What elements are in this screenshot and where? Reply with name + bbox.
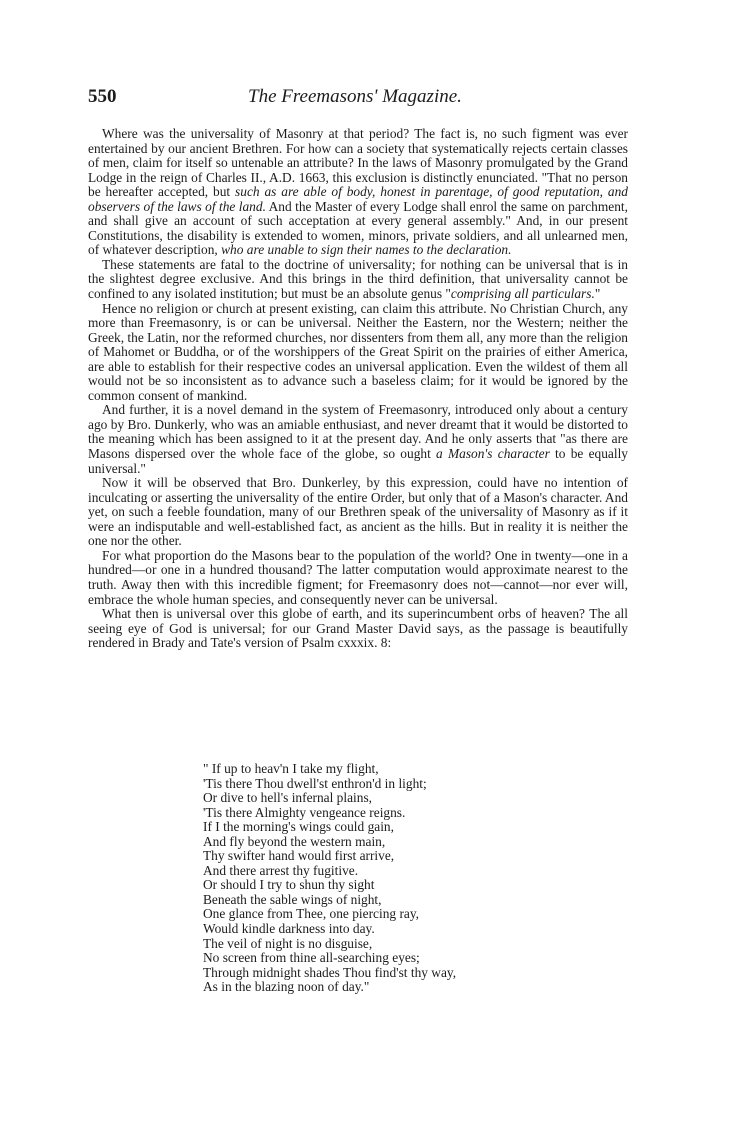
verse-line: Would kindle darkness into day.: [203, 921, 375, 937]
paragraph-text: Hence no religion or church at present existing, can claim this attribute. No Christian Church, any more than Freemasonry, is or can be universal. Neither the Eastern, nor the Western; neither the Greek, the Latin, nor the reformed churches, nor dissenters from them all, any more than the religion of Mahomet or Buddha, or of the worshippers of the Great Spirit on the prairies of either America, are able to establish for their respective codes an universal application. Even the wildest of them all would not be so inconsistent as to advance such a baseless claim; for it would be ignored by the common consent of mankind.: [88, 300, 628, 403]
italic-text: a Mason's character: [436, 446, 550, 462]
verse-line: The veil of night is no disguise,: [203, 935, 373, 951]
paragraph-text: to be equally universal.": [88, 446, 628, 476]
verse-line: Or should I try to shun thy sight: [203, 877, 375, 893]
italic-text: comprising all particulars.: [450, 286, 595, 302]
verse-line: As in the blazing noon of day.": [203, 979, 370, 995]
verse-line: And there arrest thy fugitive.: [203, 862, 359, 878]
verse-line: If I the morning's wings could gain,: [203, 819, 394, 835]
paragraph: [88, 607, 628, 651]
verse-line: 'Tis there Almighty vengeance reigns.: [203, 804, 406, 820]
page-number: 550: [88, 86, 117, 107]
page-header: [88, 86, 648, 110]
paragraph-text: Where was the universality of Masonry at that period? The fact is, no such figment was ever entertained by our ancient Brethren. For how can a society that systematically rejects certain classes of men, claim for itself so untenable an attribute? In the laws of Masonry promulgated by the Grand Lodge in the reign of Charles II., A.D. 1663, this exclusion is distinctly enunciated. "That no person be hereafter accepted, but: [88, 126, 628, 200]
verse-line: And fly beyond the western main,: [203, 833, 386, 849]
paragraph: [88, 476, 628, 549]
paragraph: [88, 127, 628, 258]
italic-text: who are unable to sign their names to the declaration.: [221, 242, 512, 258]
verse-line: Through midnight shades Thou find'st thy way,: [203, 964, 457, 980]
verse-line: One glance from Thee, one piercing ray,: [203, 906, 420, 922]
paragraph-text: For what proportion do the Masons bear to the population of the world? One in twenty—one in a hundred—or one in a hundred thousand? The latter computation would approximate nearest to the truth. Away then with this incredible figment; for Freemasonry does not—cannot—nor ever will, embrace the whole human species, and consequently never can be universal.: [88, 547, 628, 607]
paragraph-text: And further, it is a novel demand in the system of Freemasonry, introduced only about a century ago by Bro. Dunkerly, who was an amiable enthusiast, and never dreamt that it would be distorted to the meaning which has been assigned to it at the present day. And he only asserts that "as there are Masons dispersed over the whole face of the globe, so ought: [88, 402, 628, 462]
psalm-verse: [203, 762, 456, 995]
verse-line: " If up to heav'n I take my flight,: [203, 761, 379, 776]
verse-line: Or dive to hell's infernal plains,: [203, 790, 373, 806]
paragraph-text: These statements are fatal to the doctrine of universality; for nothing can be universal that is in the slightest degree exclusive. And this brings in the third definition, that universality cannot be confined to any isolated institution; but must be an absolute genus ": [88, 256, 628, 302]
article-body: [88, 127, 628, 651]
verse-line: 'Tis there Thou dwell'st enthron'd in light;: [203, 775, 427, 791]
verse-line: No screen from thine all-searching eyes;: [203, 950, 420, 966]
paragraph: [88, 549, 628, 607]
paragraph-text: ": [594, 286, 601, 302]
verse-line: Beneath the sable wings of night,: [203, 891, 382, 907]
paragraph: [88, 403, 628, 476]
italic-text: such as are able of body, honest in parentage, of good reputation, and observers of the laws of the land.: [88, 184, 628, 214]
paragraph: [88, 302, 628, 404]
paragraph-text: What then is universal over this globe of earth, and its superincumbent orbs of heaven? The all seeing eye of God is universal; for our Grand Master David says, as the passage is beautifully rendered in Brady and Tate's version of Psalm cxxxix. 8:: [88, 606, 628, 651]
paragraph-text: Now it will be observed that Bro. Dunkerley, by this expression, could have no intention of inculcating or asserting the universality of the entire Order, but only that of a Mason's character. And yet, on such a feeble foundation, many of our Brethren speak of the universality of Masonry as if it were an indisputable and well-established fact, as ancient as the hills. But in reality it is neither the one nor the other.: [88, 475, 628, 549]
paragraph-text: And the Master of every Lodge shall enrol the same on parchment, and shall give an account of such acceptation at every general assembly." And, in our present Constitutions, the disability is extended to women, minors, private soldiers, and all unlearned men, of whatever description,: [88, 198, 628, 258]
paragraph: [88, 258, 628, 302]
verse-line: Thy swifter hand would first arrive,: [203, 848, 395, 864]
running-title: The Freemasons' Magazine.: [248, 86, 462, 107]
